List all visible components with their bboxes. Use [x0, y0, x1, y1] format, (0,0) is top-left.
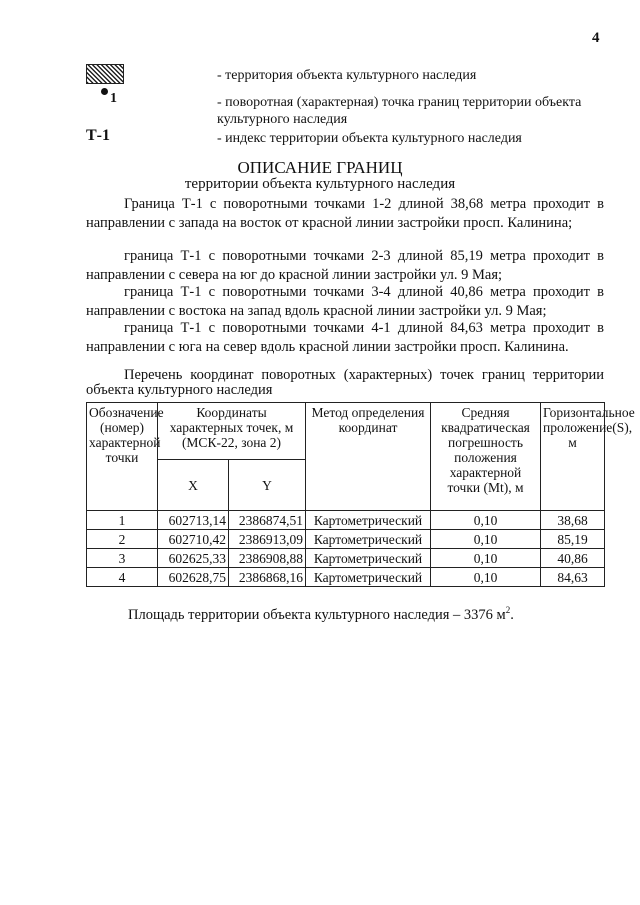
cell-error: 0,10: [431, 511, 541, 530]
cell-distance: 38,68: [541, 511, 605, 530]
header-coords: Координаты характерных точек, м (МСК-22, зона 2): [158, 403, 306, 460]
cell-x: 602628,75: [158, 568, 229, 587]
table-row: [87, 511, 605, 530]
cell-error: 0,10: [431, 530, 541, 549]
table-header-row: [87, 403, 605, 460]
cell-error: 0,10: [431, 568, 541, 587]
area-statement: Площадь территории объекта культурного наследия – 3376 $м^2$.: [128, 605, 514, 623]
header-x: X: [158, 460, 229, 511]
table-row: [87, 568, 605, 587]
cell-distance: 40,86: [541, 549, 605, 568]
cell-x: 602710,42: [158, 530, 229, 549]
header-distance: Горизонтальное проложение(S), м: [541, 403, 605, 511]
legend-text-territory: - территория объекта культурного наследия: [217, 68, 477, 83]
legend-text-point: - поворотная (характерная) точка границ территории объекта культурного наследия: [217, 95, 582, 127]
cell-y: 2386908,88: [229, 549, 306, 568]
cell-point: 3: [87, 549, 158, 568]
cell-x: 602625,33: [158, 549, 229, 568]
boundary-paragraph-3: граница Т-1 с поворотными точками 3-4 длиной 40,86 метра проходит в направлении с востока на запад вдоль красной линии застройки ул. 9 Мая;: [86, 284, 604, 319]
section-subtitle: территории объекта культурного наследия: [184, 176, 456, 192]
cell-y: 2386874,51: [229, 511, 306, 530]
boundary-paragraph-1: Граница Т-1 с поворотными точками 1-2 длиной 38,68 метра проходит в направлении с запада на восток от красной линии застройки просп. Калинина;: [86, 196, 604, 231]
cell-point: 1: [87, 511, 158, 530]
header-error: Средняя квадратическая погрешность положения характерной точки (Mt), м: [431, 403, 541, 511]
legend-index-symbol: Т-1: [86, 127, 110, 144]
cell-error: 0,10: [431, 549, 541, 568]
header-method: Метод определения координат: [306, 403, 431, 511]
cell-distance: 84,63: [541, 568, 605, 587]
boundary-paragraph-2: граница Т-1 с поворотными точками 2-3 длиной 85,19 метра проходит в направлении с севера на юг до красной линии застройки ул. 9 Мая;: [86, 248, 604, 283]
header-y: Y: [229, 460, 306, 511]
legend-text-index: - индекс территории объекта культурного наследия: [217, 131, 522, 146]
cell-method: Картометрический: [306, 568, 431, 587]
page-number: 4: [592, 30, 600, 46]
table-row: [87, 530, 605, 549]
legend-point-number: 1: [110, 91, 117, 106]
header-point: Обозначение (номер) характерной точки: [87, 403, 158, 511]
boundary-paragraph-4: граница Т-1 с поворотными точками 4-1 длиной 84,63 метра проходит в направлении с юга на север вдоль красной линии застройки просп. Калинина.: [86, 320, 604, 355]
cell-distance: 85,19: [541, 530, 605, 549]
point-dot-icon: [101, 88, 108, 95]
table-caption: Перечень координат поворотных (характерных) точек границ территории объекта культурного наследия: [86, 367, 604, 398]
cell-point: 2: [87, 530, 158, 549]
legend-hatch-symbol: [86, 64, 124, 84]
legend-point-symbol: [101, 88, 117, 107]
section-title: ОПИСАНИЕ ГРАНИЦ: [237, 158, 403, 177]
cell-x: 602713,14: [158, 511, 229, 530]
cell-method: Картометрический: [306, 511, 431, 530]
cell-y: 2386868,16: [229, 568, 306, 587]
table-row: [87, 549, 605, 568]
cell-point: 4: [87, 568, 158, 587]
coordinates-table: [86, 402, 635, 587]
cell-y: 2386913,09: [229, 530, 306, 549]
cell-method: Картометрический: [306, 530, 431, 549]
cell-method: Картометрический: [306, 549, 431, 568]
